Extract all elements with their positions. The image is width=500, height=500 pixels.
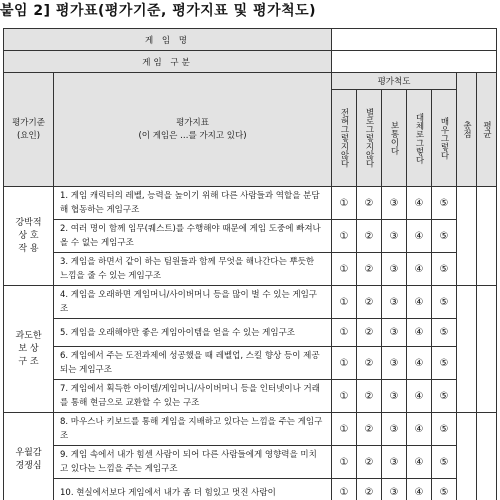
scale-option-2[interactable]: ② — [357, 253, 382, 286]
scale-option-5[interactable]: ⑤ — [432, 220, 457, 253]
criteria-category: 강박적 상 호 작 용 — [4, 187, 54, 286]
scale-option-5[interactable]: ⑤ — [432, 319, 457, 347]
scale-option-1[interactable]: ① — [332, 479, 357, 500]
table-row — [4, 220, 497, 253]
average-cell[interactable] — [477, 286, 497, 413]
scale-column-label: 별로그렇지않다 — [364, 108, 375, 168]
scale-column-label: 매우그렇다 — [439, 116, 450, 160]
score-cell[interactable] — [457, 413, 477, 500]
scale-option-2[interactable]: ② — [357, 413, 382, 446]
scale-option-4[interactable]: ④ — [407, 253, 432, 286]
scale-column-header — [332, 90, 357, 187]
evaluation-table — [3, 28, 497, 500]
scale-option-3[interactable]: ③ — [382, 479, 407, 500]
scale-option-2[interactable]: ② — [357, 347, 382, 380]
indicator-header: 평가지표 (이 게임은 …를 가지고 있다) — [54, 73, 332, 187]
scale-option-1[interactable]: ① — [332, 446, 357, 479]
scale-option-1[interactable]: ① — [332, 220, 357, 253]
indicator-item: 8. 마우스나 키보드를 통해 게임을 지배하고 있다는 느낌을 주는 게임구조 — [54, 413, 332, 446]
game-name-label: 게 임 명 — [4, 29, 332, 51]
average-cell[interactable] — [477, 187, 497, 286]
score-header — [457, 73, 477, 187]
scale-option-4[interactable]: ④ — [407, 347, 432, 380]
average-cell[interactable] — [477, 413, 497, 500]
scale-option-5[interactable]: ⑤ — [432, 446, 457, 479]
scale-option-3[interactable]: ③ — [382, 220, 407, 253]
indicator-item: 3. 게임을 하면서 같이 하는 팀원들과 함께 무엇을 해나간다는 뿌듯한 느낌을 줄 수 있는 게임구조 — [54, 253, 332, 286]
scale-option-5[interactable]: ⑤ — [432, 187, 457, 220]
scale-header: 평가척도 — [332, 73, 457, 90]
scale-column-header — [357, 90, 382, 187]
document-title: 붙임 2] 평가표(평가기준, 평가지표 및 평가척도) — [0, 3, 317, 19]
scale-option-4[interactable]: ④ — [407, 413, 432, 446]
scale-option-5[interactable]: ⑤ — [432, 413, 457, 446]
scale-option-4[interactable]: ④ — [407, 220, 432, 253]
table-row — [4, 446, 497, 479]
scale-option-5[interactable]: ⑤ — [432, 253, 457, 286]
criteria-header: 평가기준 (요인) — [4, 73, 54, 187]
scale-option-2[interactable]: ② — [357, 319, 382, 347]
scale-option-2[interactable]: ② — [357, 380, 382, 413]
indicator-item: 4. 게임을 오래하면 게임머니/사이버머니 등을 많이 벌 수 있는 게임구조 — [54, 286, 332, 319]
scale-option-3[interactable]: ③ — [382, 286, 407, 319]
indicator-item: 5. 게임을 오래해야만 좋은 게임아이템을 얻을 수 있는 게임구조 — [54, 319, 332, 347]
scale-option-3[interactable]: ③ — [382, 347, 407, 380]
table-row — [4, 380, 497, 413]
scale-column-header — [407, 90, 432, 187]
scale-option-1[interactable]: ① — [332, 253, 357, 286]
table-row — [4, 319, 497, 347]
scale-option-4[interactable]: ④ — [407, 446, 432, 479]
scale-option-2[interactable]: ② — [357, 187, 382, 220]
criteria-category: 과도한 보 상 구 조 — [4, 286, 54, 413]
game-name-field[interactable] — [332, 29, 497, 51]
scale-option-5[interactable]: ⑤ — [432, 286, 457, 319]
scale-option-3[interactable]: ③ — [382, 253, 407, 286]
score-header-label: 총점 — [461, 121, 472, 138]
scale-option-2[interactable]: ② — [357, 286, 382, 319]
indicator-item: 6. 게임에서 주는 도전과제에 성공했을 때 레벨업, 스킬 향상 등이 제공되는 게임구조 — [54, 347, 332, 380]
scale-option-2[interactable]: ② — [357, 446, 382, 479]
indicator-item: 2. 여러 명이 함께 임무(퀘스트)를 수행해야 때문에 게임 도중에 빠져나올 수 없는 게임구조 — [54, 220, 332, 253]
average-header-label: 평균 — [481, 121, 492, 138]
scale-column-header — [382, 90, 407, 187]
scale-column-label: 보통이다 — [389, 121, 400, 155]
scale-option-5[interactable]: ⑤ — [432, 380, 457, 413]
scale-option-3[interactable]: ③ — [382, 319, 407, 347]
table-row — [4, 187, 497, 220]
scale-option-1[interactable]: ① — [332, 187, 357, 220]
scale-option-4[interactable]: ④ — [407, 380, 432, 413]
scale-option-1[interactable]: ① — [332, 319, 357, 347]
indicator-item: 1. 게임 캐릭터의 레벨, 능력을 높이기 위해 다른 사람들과 역할을 분담해 협동하는 게임구조 — [54, 187, 332, 220]
indicator-item: 10. 현실에서보다 게임에서 내가 좀 더 힘있고 멋진 사람이 — [54, 479, 332, 500]
table-row — [4, 286, 497, 319]
scale-option-3[interactable]: ③ — [382, 413, 407, 446]
average-header — [477, 73, 497, 187]
scale-column-label: 전혀그렇지않다 — [339, 108, 350, 168]
game-type-field[interactable] — [332, 51, 497, 73]
scale-option-4[interactable]: ④ — [407, 479, 432, 500]
score-cell[interactable] — [457, 187, 477, 286]
indicator-item: 9. 게임 속에서 내가 힘센 사람이 되어 다른 사람들에게 영향력을 미치고 있다는 느낌을 주는 게임구조 — [54, 446, 332, 479]
table-row — [4, 479, 497, 500]
scale-option-5[interactable]: ⑤ — [432, 347, 457, 380]
table-row — [4, 253, 497, 286]
scale-option-3[interactable]: ③ — [382, 187, 407, 220]
indicator-item: 7. 게임에서 획득한 아이템/게임머니/사이버머니 등을 인터넷이나 거래를 통해 현금으로 교환할 수 있는 구조 — [54, 380, 332, 413]
table-row — [4, 347, 497, 380]
scale-column-label: 대체로그렇다 — [414, 112, 425, 164]
scale-option-2[interactable]: ② — [357, 479, 382, 500]
scale-option-5[interactable]: ⑤ — [432, 479, 457, 500]
game-type-label: 게임 구분 — [4, 51, 332, 73]
scale-option-2[interactable]: ② — [357, 220, 382, 253]
scale-option-1[interactable]: ① — [332, 286, 357, 319]
scale-option-4[interactable]: ④ — [407, 187, 432, 220]
score-cell[interactable] — [457, 286, 477, 413]
scale-option-3[interactable]: ③ — [382, 380, 407, 413]
scale-column-header — [432, 90, 457, 187]
scale-option-1[interactable]: ① — [332, 413, 357, 446]
scale-option-4[interactable]: ④ — [407, 319, 432, 347]
table-row — [4, 413, 497, 446]
scale-option-4[interactable]: ④ — [407, 286, 432, 319]
criteria-category: 우월감 경쟁심 — [4, 413, 54, 500]
scale-option-1[interactable]: ① — [332, 347, 357, 380]
scale-option-1[interactable]: ① — [332, 380, 357, 413]
scale-option-3[interactable]: ③ — [382, 446, 407, 479]
